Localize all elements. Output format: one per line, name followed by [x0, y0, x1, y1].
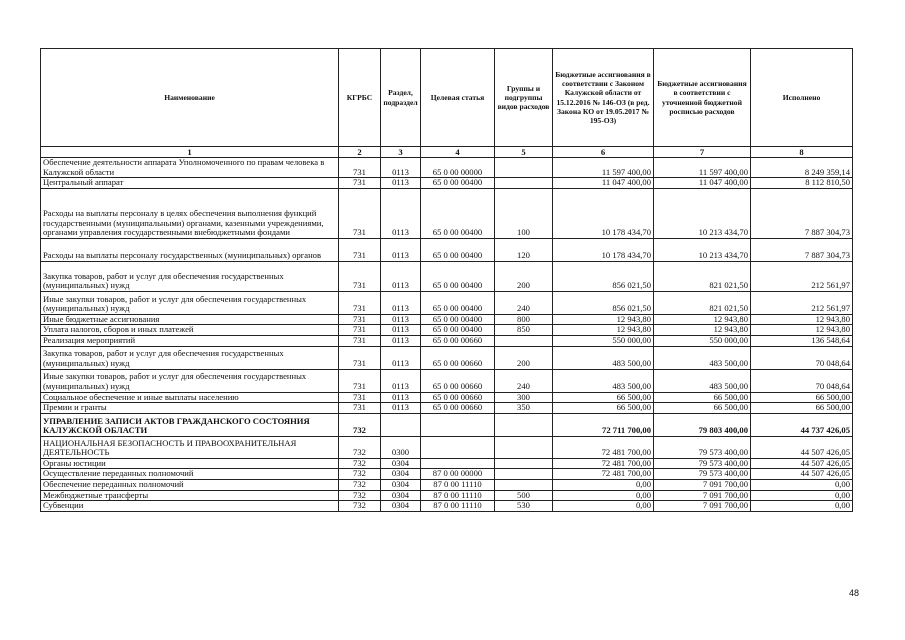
cell-law: 483 500,00: [553, 346, 654, 369]
cell-section: 0113: [381, 178, 421, 189]
cell-target: [421, 413, 495, 436]
header-groups: Группы и подгруппы видов расходов: [495, 49, 553, 147]
cell-section: 0304: [381, 490, 421, 501]
col-num-1: 1: [41, 147, 339, 158]
cell-updated: 12 943,80: [654, 325, 751, 336]
col-num-6: 6: [553, 147, 654, 158]
cell-executed: 0,00: [751, 490, 853, 501]
cell-law: 12 943,80: [553, 314, 654, 325]
cell-name: Уплата налогов, сборов и иных платежей: [41, 325, 339, 336]
cell-name: Органы юстиции: [41, 458, 339, 469]
table-row: [41, 325, 853, 336]
cell-name: Иные закупки товаров, работ и услуг для обеспечения государственных (муниципальных) нужд: [41, 369, 339, 392]
cell-section: 0113: [381, 261, 421, 291]
cell-vr: 800: [495, 314, 553, 325]
cell-updated: 79 573 400,00: [654, 458, 751, 469]
table-row: [41, 291, 853, 314]
cell-section: 0113: [381, 188, 421, 238]
cell-kgrbs: 731: [339, 238, 381, 261]
cell-name: Расходы на выплаты персоналу государственных (муниципальных) органов: [41, 238, 339, 261]
cell-name: Реализация мероприятий: [41, 335, 339, 346]
cell-section: 0113: [381, 314, 421, 325]
col-num-4: 4: [421, 147, 495, 158]
cell-law: 66 500,00: [553, 403, 654, 414]
cell-updated: 79 573 400,00: [654, 469, 751, 480]
cell-name: Премии и гранты: [41, 403, 339, 414]
cell-updated: 7 091 700,00: [654, 490, 751, 501]
cell-kgrbs: 731: [339, 335, 381, 346]
cell-kgrbs: 731: [339, 291, 381, 314]
cell-kgrbs: 732: [339, 413, 381, 436]
cell-vr: 350: [495, 403, 553, 414]
cell-target: 87 0 00 11110: [421, 501, 495, 512]
cell-kgrbs: 732: [339, 479, 381, 490]
cell-section: 0113: [381, 346, 421, 369]
cell-name: Иные бюджетные ассигнования: [41, 314, 339, 325]
cell-law: 66 500,00: [553, 392, 654, 403]
cell-vr: 240: [495, 369, 553, 392]
cell-updated: 7 091 700,00: [654, 479, 751, 490]
cell-vr: [495, 335, 553, 346]
header-name: Наименование: [41, 49, 339, 147]
table-row: [41, 261, 853, 291]
cell-target: 65 0 00 00400: [421, 291, 495, 314]
cell-updated: 821 021,50: [654, 261, 751, 291]
cell-kgrbs: 731: [339, 369, 381, 392]
table-row: [41, 413, 853, 436]
cell-kgrbs: 731: [339, 188, 381, 238]
cell-updated: 66 500,00: [654, 392, 751, 403]
cell-kgrbs: 732: [339, 458, 381, 469]
cell-section: 0300: [381, 436, 421, 458]
cell-vr: [495, 479, 553, 490]
cell-vr: 120: [495, 238, 553, 261]
cell-kgrbs: 732: [339, 501, 381, 512]
cell-law: 72 481 700,00: [553, 469, 654, 480]
cell-law: 11 597 400,00: [553, 158, 654, 178]
cell-updated: 11 047 400,00: [654, 178, 751, 189]
cell-name: Обеспечение деятельности аппарата Уполномоченного по правам человека в Калужской области: [41, 158, 339, 178]
table-row: [41, 469, 853, 480]
cell-law: 856 021,50: [553, 291, 654, 314]
cell-vr: 300: [495, 392, 553, 403]
cell-executed: 0,00: [751, 501, 853, 512]
cell-kgrbs: 731: [339, 325, 381, 336]
column-numbers-row: [41, 147, 853, 158]
table-row: [41, 392, 853, 403]
table-row: [41, 314, 853, 325]
cell-kgrbs: 732: [339, 490, 381, 501]
table-row: [41, 458, 853, 469]
header-row: [41, 49, 853, 147]
table-row: [41, 238, 853, 261]
cell-vr: 100: [495, 188, 553, 238]
cell-section: 0113: [381, 335, 421, 346]
cell-executed: 136 548,64: [751, 335, 853, 346]
cell-executed: 66 500,00: [751, 392, 853, 403]
cell-law: 483 500,00: [553, 369, 654, 392]
page-number: 48: [848, 588, 859, 598]
cell-vr: [495, 178, 553, 189]
cell-target: 65 0 00 00400: [421, 238, 495, 261]
table-row: [41, 158, 853, 178]
cell-executed: 7 887 304,73: [751, 238, 853, 261]
cell-updated: 79 573 400,00: [654, 436, 751, 458]
cell-law: 10 178 434,70: [553, 238, 654, 261]
cell-updated: 66 500,00: [654, 403, 751, 414]
cell-law: 72 481 700,00: [553, 458, 654, 469]
cell-kgrbs: 731: [339, 346, 381, 369]
cell-vr: 240: [495, 291, 553, 314]
cell-name: Осуществление переданных полномочий: [41, 469, 339, 480]
cell-vr: 850: [495, 325, 553, 336]
cell-executed: 8 249 359,14: [751, 158, 853, 178]
cell-section: 0304: [381, 458, 421, 469]
cell-executed: 66 500,00: [751, 403, 853, 414]
cell-kgrbs: 731: [339, 261, 381, 291]
cell-executed: 7 887 304,73: [751, 188, 853, 238]
cell-executed: 70 048,64: [751, 369, 853, 392]
cell-target: 65 0 00 00400: [421, 178, 495, 189]
cell-updated: 7 091 700,00: [654, 501, 751, 512]
header-updated: Бюджетные ассигнования в соответствии с уточненной бюджетной росписью расходов: [654, 49, 751, 147]
table-row: [41, 188, 853, 238]
cell-updated: 12 943,80: [654, 314, 751, 325]
col-num-8: 8: [751, 147, 853, 158]
cell-vr: [495, 413, 553, 436]
cell-target: 87 0 00 00000: [421, 469, 495, 480]
cell-name: Обеспечение переданных полномочий: [41, 479, 339, 490]
cell-kgrbs: 731: [339, 158, 381, 178]
cell-name: УПРАВЛЕНИЕ ЗАПИСИ АКТОВ ГРАЖДАНСКОГО СОСТОЯНИЯ КАЛУЖСКОЙ ОБЛАСТИ: [41, 413, 339, 436]
cell-section: 0304: [381, 501, 421, 512]
cell-name: Межбюджетные трансферты: [41, 490, 339, 501]
cell-executed: 8 112 810,50: [751, 178, 853, 189]
table-row: [41, 369, 853, 392]
cell-updated: 550 000,00: [654, 335, 751, 346]
cell-section: 0113: [381, 291, 421, 314]
col-num-2: 2: [339, 147, 381, 158]
cell-updated: 79 803 400,00: [654, 413, 751, 436]
cell-target: 65 0 00 00400: [421, 325, 495, 336]
budget-table: [40, 48, 853, 512]
cell-target: 65 0 00 00400: [421, 261, 495, 291]
table-row: [41, 335, 853, 346]
cell-law: 12 943,80: [553, 325, 654, 336]
cell-updated: 483 500,00: [654, 346, 751, 369]
col-num-3: 3: [381, 147, 421, 158]
cell-kgrbs: 731: [339, 314, 381, 325]
cell-target: 65 0 00 00400: [421, 314, 495, 325]
cell-kgrbs: 731: [339, 392, 381, 403]
cell-section: 0113: [381, 369, 421, 392]
cell-vr: [495, 458, 553, 469]
cell-name: НАЦИОНАЛЬНАЯ БЕЗОПАСНОСТЬ И ПРАВООХРАНИТЕЛЬНАЯ ДЕЯТЕЛЬНОСТЬ: [41, 436, 339, 458]
cell-name: Расходы на выплаты персоналу в целях обеспечения выполнения функций государственными (муниципальными) органами, казенными учреждениями, органами управления государственными внебюджетными фондами: [41, 188, 339, 238]
cell-vr: 200: [495, 261, 553, 291]
cell-section: 0304: [381, 469, 421, 480]
cell-law: 72 481 700,00: [553, 436, 654, 458]
cell-target: 65 0 00 00660: [421, 335, 495, 346]
cell-section: 0113: [381, 238, 421, 261]
cell-executed: 70 048,64: [751, 346, 853, 369]
table-row: [41, 436, 853, 458]
cell-vr: [495, 436, 553, 458]
cell-target: [421, 436, 495, 458]
cell-vr: [495, 158, 553, 178]
cell-section: [381, 413, 421, 436]
cell-name: Социальное обеспечение и иные выплаты населению: [41, 392, 339, 403]
header-executed: Исполнено: [751, 49, 853, 147]
cell-name: Иные закупки товаров, работ и услуг для обеспечения государственных (муниципальных) нужд: [41, 291, 339, 314]
cell-executed: 0,00: [751, 479, 853, 490]
cell-name: Закупка товаров, работ и услуг для обеспечения государственных (муниципальных) нужд: [41, 261, 339, 291]
cell-section: 0113: [381, 325, 421, 336]
cell-kgrbs: 731: [339, 178, 381, 189]
cell-updated: 11 597 400,00: [654, 158, 751, 178]
cell-law: 10 178 434,70: [553, 188, 654, 238]
cell-name: Субвенции: [41, 501, 339, 512]
cell-name: Закупка товаров, работ и услуг для обеспечения государственных (муниципальных) нужд: [41, 346, 339, 369]
header-section: Раздел, подраздел: [381, 49, 421, 147]
cell-kgrbs: 732: [339, 469, 381, 480]
cell-kgrbs: 731: [339, 403, 381, 414]
cell-vr: 200: [495, 346, 553, 369]
cell-executed: 12 943,80: [751, 325, 853, 336]
cell-target: 65 0 00 00660: [421, 392, 495, 403]
cell-target: 87 0 00 11110: [421, 490, 495, 501]
cell-law: 550 000,00: [553, 335, 654, 346]
cell-target: 65 0 00 00660: [421, 346, 495, 369]
cell-updated: 10 213 434,70: [654, 188, 751, 238]
table-row: [41, 501, 853, 512]
header-target: Целевая статья: [421, 49, 495, 147]
cell-executed: 44 507 426,05: [751, 436, 853, 458]
cell-law: 856 021,50: [553, 261, 654, 291]
table-body: [41, 158, 853, 512]
table-row: [41, 479, 853, 490]
cell-executed: 44 507 426,05: [751, 458, 853, 469]
cell-executed: 44 507 426,05: [751, 469, 853, 480]
cell-vr: 530: [495, 501, 553, 512]
cell-updated: 821 021,50: [654, 291, 751, 314]
cell-vr: [495, 469, 553, 480]
cell-target: [421, 458, 495, 469]
cell-law: 0,00: [553, 479, 654, 490]
header-law: Бюджетные ассигнования в соответствии с Законом Калужской области от 15.12.2016 № 146-ОЗ (в ред. Закона КО от 19.05.2017 № 195-ОЗ): [553, 49, 654, 147]
cell-vr: 500: [495, 490, 553, 501]
col-num-7: 7: [654, 147, 751, 158]
cell-target: 87 0 00 11110: [421, 479, 495, 490]
cell-section: 0304: [381, 479, 421, 490]
cell-updated: 10 213 434,70: [654, 238, 751, 261]
cell-executed: 12 943,80: [751, 314, 853, 325]
cell-section: 0113: [381, 403, 421, 414]
cell-kgrbs: 732: [339, 436, 381, 458]
cell-law: 0,00: [553, 501, 654, 512]
cell-section: 0113: [381, 158, 421, 178]
col-num-5: 5: [495, 147, 553, 158]
table-row: [41, 490, 853, 501]
cell-target: 65 0 00 00660: [421, 403, 495, 414]
cell-section: 0113: [381, 392, 421, 403]
table-row: [41, 346, 853, 369]
cell-target: 65 0 00 00000: [421, 158, 495, 178]
cell-name: Центральный аппарат: [41, 178, 339, 189]
header-kgrbs: КГРБС: [339, 49, 381, 147]
table-row: [41, 403, 853, 414]
cell-law: 72 711 700,00: [553, 413, 654, 436]
cell-executed: 212 561,97: [751, 261, 853, 291]
cell-executed: 44 737 426,05: [751, 413, 853, 436]
cell-target: 65 0 00 00660: [421, 369, 495, 392]
cell-law: 0,00: [553, 490, 654, 501]
table-row: [41, 178, 853, 189]
cell-updated: 483 500,00: [654, 369, 751, 392]
cell-executed: 212 561,97: [751, 291, 853, 314]
cell-target: 65 0 00 00400: [421, 188, 495, 238]
cell-law: 11 047 400,00: [553, 178, 654, 189]
